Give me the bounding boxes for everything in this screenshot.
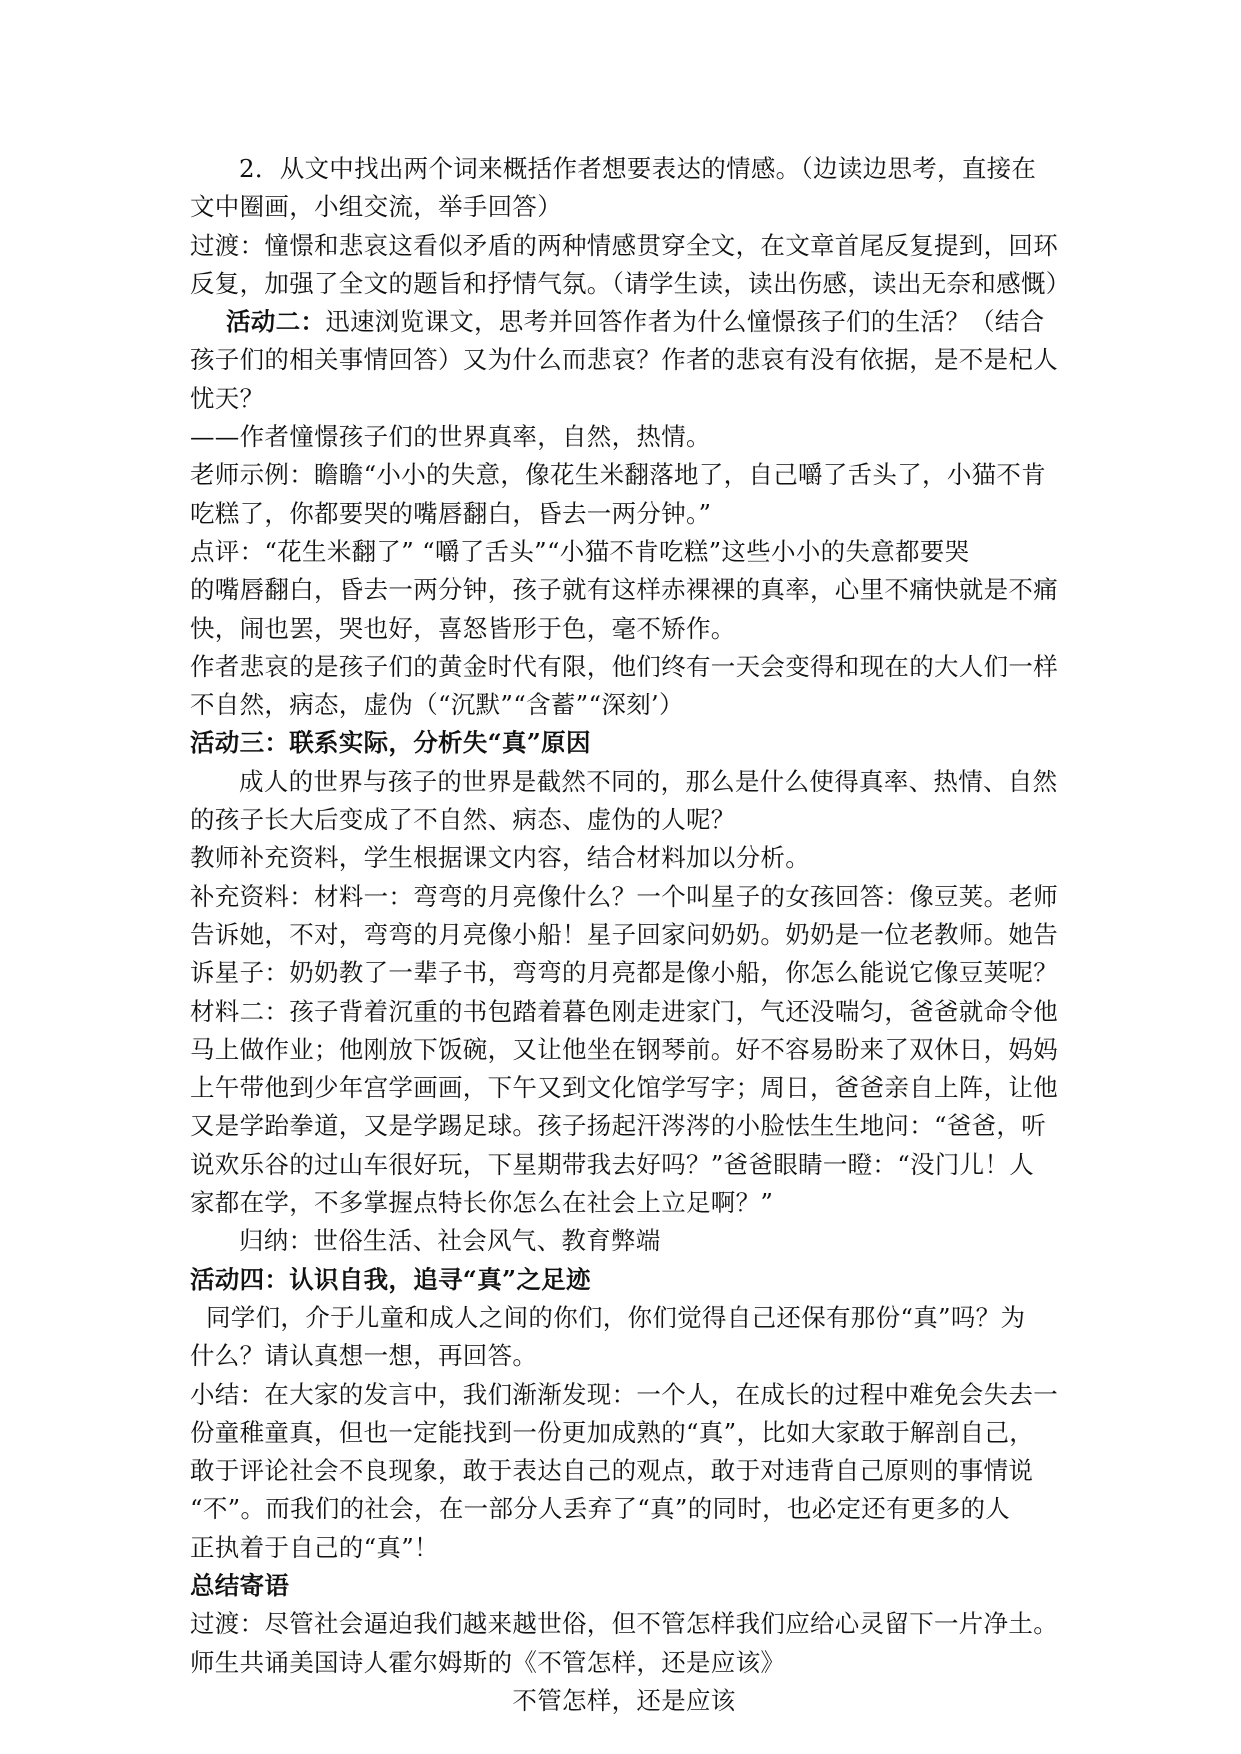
text-line bbox=[190, 303, 1052, 341]
text-line: 师生共诵美国诗人霍尔姆斯的《不管怎样，还是应该》 bbox=[190, 1647, 786, 1677]
text-line: 忧天？ bbox=[190, 383, 265, 413]
text-line: 过渡：憧憬和悲哀这看似矛盾的两种情感贯穿全文，在文章首尾反复提到，回环 bbox=[190, 230, 1058, 260]
text-line: 成人的世界与孩子的世界是截然不同的，那么是什么使得真率、热情、自然 bbox=[239, 766, 1058, 796]
text-line: 马上做作业；他刚放下饭碗，又让他坐在钢琴前。好不容易盼来了双休日，妈妈 bbox=[190, 1034, 1058, 1064]
text-line: 吃糕了，你都要哭的嘴唇翻白，昏去一两分钟。” bbox=[190, 498, 712, 528]
text-line: 说欢乐谷的过山车很好玩，下星期带我去好吗？”爸爸眼睛一瞪：“没门儿！人 bbox=[190, 1149, 1035, 1179]
activity-label: 活动二： bbox=[226, 307, 326, 337]
section-heading: 总结寄语 bbox=[190, 1570, 290, 1600]
text-line: 不管怎样，还是应该 bbox=[512, 1685, 736, 1715]
text-line: ——作者憧憬孩子们的世界真率，自然，热情。 bbox=[190, 422, 711, 452]
text-line: 作者悲哀的是孩子们的黄金时代有限，他们终有一天会变得和现在的大人们一样 bbox=[190, 651, 1058, 681]
text-line: 孩子们的相关事情回答）又为什么而悲哀？作者的悲哀有没有依据，是不是杞人 bbox=[190, 345, 1058, 375]
text-line: 2．从文中找出两个词来概括作者想要表达的情感。（边读边思考，直接在 bbox=[239, 154, 1037, 183]
text-line: 告诉她，不对，弯弯的月亮像小船！星子回家问奶奶。奶奶是一位老教师。她告 bbox=[190, 919, 1058, 949]
text-line: 反复，加强了全文的题旨和抒情气氛。（请学生读，读出伤感，读出无奈和感慨） bbox=[190, 268, 1071, 298]
text-line-rest: 迅速浏览课文，思考并回答作者为什么憧憬孩子们的生活？（结合 bbox=[325, 307, 1045, 337]
text-line: “不”。而我们的社会，在一部分人丢弃了“真”的同时，也必定还有更多的人 bbox=[190, 1494, 1011, 1524]
section-heading: 活动三：联系实际，分析失“真”原因 bbox=[190, 728, 591, 758]
text-line: 份童稚童真，但也一定能找到一份更加成熟的“真”，比如大家敢于解剖自己， bbox=[190, 1417, 1035, 1447]
section-heading: 活动四：认识自我，追寻“真”之足迹 bbox=[190, 1264, 591, 1294]
text-line: 同学们，介于儿童和成人之间的你们，你们觉得自己还保有那份“真”吗？为 bbox=[206, 1302, 1026, 1332]
text-line: 材料二：孩子背着沉重的书包踏着暮色刚走进家门，气还没喘匀，爸爸就命令他 bbox=[190, 996, 1058, 1026]
text-line: 文中圈画，小组交流，举手回答） bbox=[190, 192, 562, 222]
text-line: 归纳：世俗生活、社会风气、教育弊端 bbox=[239, 1226, 661, 1256]
text-line: 点评：“花生米翻了” “嚼了舌头”“小猫不肯吃糕”这些小小的失意都要哭 bbox=[190, 536, 970, 566]
text-line: 敢于评论社会不良现象，敢于表达自己的观点，敢于对违背自己原则的事情说 bbox=[190, 1456, 1034, 1486]
text-line: 不自然，病态，虚伪（“沉默”“含蓄”“深刻’） bbox=[190, 690, 684, 720]
text-line: 快，闹也罢，哭也好，喜怒皆形于色，毫不矫作。 bbox=[190, 613, 736, 643]
text-line: 的嘴唇翻白，昏去一两分钟，孩子就有这样赤裸裸的真率，心里不痛快就是不痛 bbox=[190, 575, 1058, 605]
document-body bbox=[190, 150, 1071, 1720]
text-line: 又是学跆拳道，又是学踢足球。孩子扬起汗涔涔的小脸怯生生地问：“爸爸，听 bbox=[190, 1111, 1047, 1141]
text-line: 补充资料：材料一：弯弯的月亮像什么？一个叫星子的女孩回答：像豆荚。老师 bbox=[190, 881, 1058, 911]
text-line: 上午带他到少年宫学画画，下午又到文化馆学写字；周日，爸爸亲自上阵，让他 bbox=[190, 1073, 1058, 1103]
text-line: 诉星子：奶奶教了一辈子书，弯弯的月亮都是像小船，你怎么能说它像豆荚呢？ bbox=[190, 958, 1058, 988]
text-line: 老师示例：瞻瞻“小小的失意，像花生米翻落地了，自己嚼了舌头了，小猫不肯 bbox=[190, 460, 1047, 490]
text-line: 什么？请认真想一想，再回答。 bbox=[190, 1341, 538, 1371]
text-line: 过渡：尽管社会逼迫我们越来越世俗，但不管怎样我们应给心灵留下一片净土。 bbox=[190, 1609, 1058, 1639]
text-line: 的孩子长大后变成了不自然、病态、虚伪的人呢？ bbox=[190, 805, 736, 835]
text-line: 教师补充资料，学生根据课文内容，结合材料加以分析。 bbox=[190, 843, 810, 873]
text-line: 家都在学，不多掌握点特长你怎么在社会上立足啊？” bbox=[190, 1188, 774, 1218]
text-line: 小结：在大家的发言中，我们渐渐发现：一个人，在成长的过程中难免会失去一 bbox=[190, 1379, 1058, 1409]
text-line: 正执着于自己的“真”！ bbox=[190, 1532, 439, 1562]
